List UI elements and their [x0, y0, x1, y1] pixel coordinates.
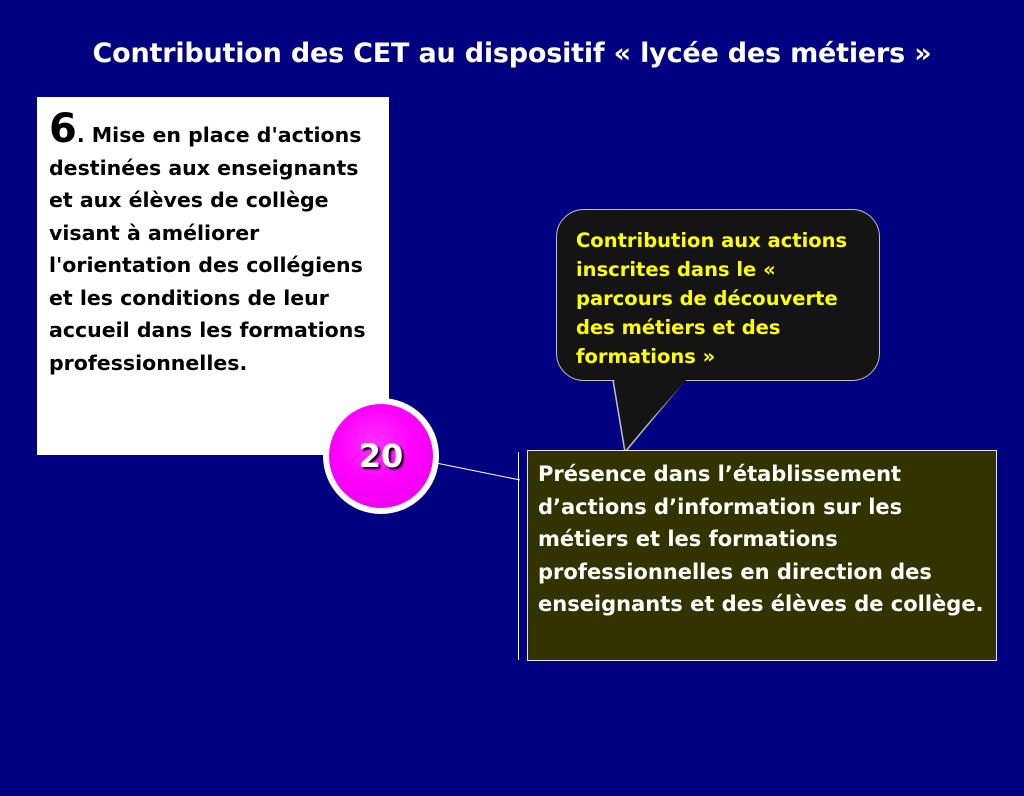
- callout-text: Contribution aux actions inscrites dans le « parcours de découverte des métiers et des formations »: [576, 229, 848, 368]
- callout-pointer-fill: [614, 378, 688, 448]
- indicator-text: Présence dans l’établissement d’actions d’information sur les métiers et les formations professionnelles en direction des enseignants et des élèves de collège.: [538, 462, 984, 616]
- score-badge: [323, 398, 439, 514]
- divider-line: [518, 452, 519, 660]
- criterion-text: . Mise en place d'actions destinées aux enseignants et aux élèves de collège visant à améliorer l'orientation des collégiens et les conditions de leur accueil dans les formations professionnelles.: [49, 123, 366, 375]
- criterion-box: [37, 97, 389, 455]
- indicator-box: [527, 450, 997, 661]
- page-title: Contribution des CET au dispositif « lycée des métiers »: [92, 38, 932, 69]
- badge-connector-line: [436, 463, 520, 480]
- score-badge-value: 20: [329, 404, 433, 508]
- callout-pointer: [612, 374, 690, 452]
- criterion-number: 6: [49, 106, 77, 152]
- speech-callout: [556, 209, 880, 381]
